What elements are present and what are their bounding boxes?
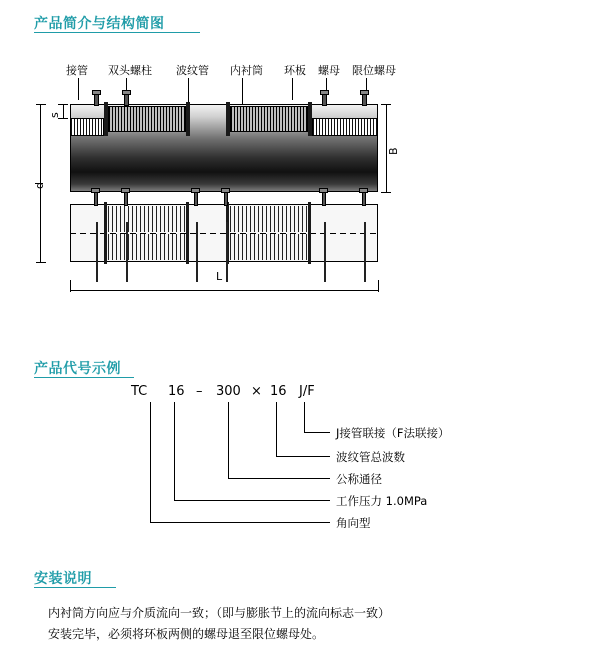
outline-ring-plate-mid-left	[186, 202, 189, 264]
ring-plate-mid-right	[226, 102, 230, 136]
section-underline-install	[34, 587, 116, 588]
stud-left-2	[124, 94, 129, 106]
code-token-300: 300	[216, 384, 241, 399]
dim-L-line	[70, 290, 379, 291]
callout-label-luomu: 螺母	[318, 64, 340, 77]
code-token-tc: TC	[131, 384, 148, 399]
outline-nut-left-2	[121, 188, 130, 193]
code-desc-jf: J接管联接（F法联接）	[336, 426, 450, 440]
install-note-1: 内衬筒方向应与介质流向一致；（即与膨胀节上的流向标志一致）	[48, 606, 391, 620]
outline-limit-stud-right	[362, 192, 366, 206]
dim-d-top-tick	[36, 104, 46, 105]
code-leader-type	[150, 402, 151, 522]
dim-label-B: B	[387, 147, 400, 155]
outline-stud-mid	[194, 192, 198, 206]
stud-left	[94, 94, 99, 106]
outline-ring-plate-right	[308, 202, 311, 264]
outline-stud-left-2	[124, 192, 128, 206]
section-title-install: 安装说明	[34, 571, 92, 587]
code-token-jf: J/F	[299, 384, 315, 399]
code-token-times: ×	[251, 384, 262, 399]
callout-label-jieguan: 接管	[66, 64, 88, 77]
bellows-convolutions-left	[108, 106, 186, 132]
code-leader-pressure	[174, 402, 175, 500]
tie-rod-mid-2	[226, 222, 228, 282]
code-desc-diameter: 公称通径	[336, 472, 382, 486]
pipe-stub-right	[312, 118, 378, 136]
code-leader-jf	[304, 402, 305, 432]
section-title-code: 产品代号示例	[34, 361, 121, 377]
tie-rod-right-2	[364, 222, 366, 282]
dim-B-top-tick	[381, 104, 391, 105]
dim-B-bottom-tick	[381, 192, 391, 193]
code-run-pressure	[174, 500, 330, 501]
outline-convolutions-left-bottom	[108, 234, 186, 260]
outline-convolutions-right-top	[230, 206, 308, 232]
callout-label-huanban: 环板	[284, 64, 306, 77]
outline-nut-right	[319, 188, 328, 193]
outline-stud-right	[322, 192, 326, 206]
code-run-type	[150, 522, 330, 523]
leader-jieguan	[78, 78, 79, 100]
callout-label-xianwei: 限位螺母	[352, 64, 396, 77]
leader-huanban	[292, 78, 293, 100]
nut-right	[320, 90, 329, 95]
outline-convolutions-right-bottom	[230, 234, 308, 260]
dim-label-L: L	[216, 270, 223, 283]
code-desc-type: 角向型	[336, 516, 371, 530]
section-underline-code	[34, 377, 134, 378]
tie-rod-left	[96, 222, 98, 282]
section-underline-structure	[34, 32, 200, 33]
ring-plate-left	[104, 102, 108, 136]
bellows-convolutions-right	[230, 106, 308, 132]
dim-s-bottom-tick	[58, 118, 68, 119]
tie-rod-left-2	[126, 222, 128, 282]
outline-ring-plate-left	[104, 202, 107, 264]
outline-nut-mid	[191, 188, 200, 193]
code-token-16-1: 16	[168, 384, 185, 399]
callout-label-shuangtou: 双头螺柱	[108, 64, 152, 77]
callout-label-neichentong: 内衬筒	[230, 64, 263, 77]
outline-nut-left	[91, 188, 100, 193]
code-token-dash: –	[196, 384, 203, 399]
code-run-diameter	[228, 478, 330, 479]
outline-limit-nut-right	[359, 188, 368, 193]
tie-rod-mid	[196, 222, 198, 282]
code-leader-waves	[276, 402, 277, 456]
limit-nut-right	[360, 90, 369, 95]
dim-label-d: d	[33, 182, 46, 189]
dim-d-bottom-tick	[36, 262, 46, 263]
install-note-2: 安装完毕，必须将环板两侧的螺母退至限位螺母处。	[48, 627, 325, 641]
outline-stud-left	[94, 192, 98, 206]
dim-s-line	[63, 104, 64, 118]
code-leader-diameter	[228, 402, 229, 478]
outline-convolutions-left-top	[108, 206, 186, 232]
dim-label-s: s	[48, 112, 61, 118]
callout-label-bowenguan: 波纹管	[176, 64, 209, 77]
code-token-16-2: 16	[270, 384, 287, 399]
ring-plate-mid-left	[186, 102, 190, 136]
outline-stud-mid-2	[224, 192, 228, 206]
code-desc-pressure: 工作压力 1.0MPa	[336, 494, 428, 508]
section-title-structure: 产品简介与结构简图	[34, 16, 165, 32]
tie-rod-right	[324, 222, 326, 282]
outline-nut-mid-2	[221, 188, 230, 193]
structure-diagram	[34, 62, 470, 292]
nut-left-2	[122, 90, 131, 95]
stud-right	[322, 94, 327, 106]
limit-stud-right	[362, 94, 367, 106]
code-run-waves	[276, 456, 330, 457]
code-run-jf	[304, 432, 330, 433]
code-desc-waves: 波纹管总波数	[336, 450, 405, 464]
nut-left	[92, 90, 101, 95]
pipe-stub-left	[70, 118, 104, 136]
